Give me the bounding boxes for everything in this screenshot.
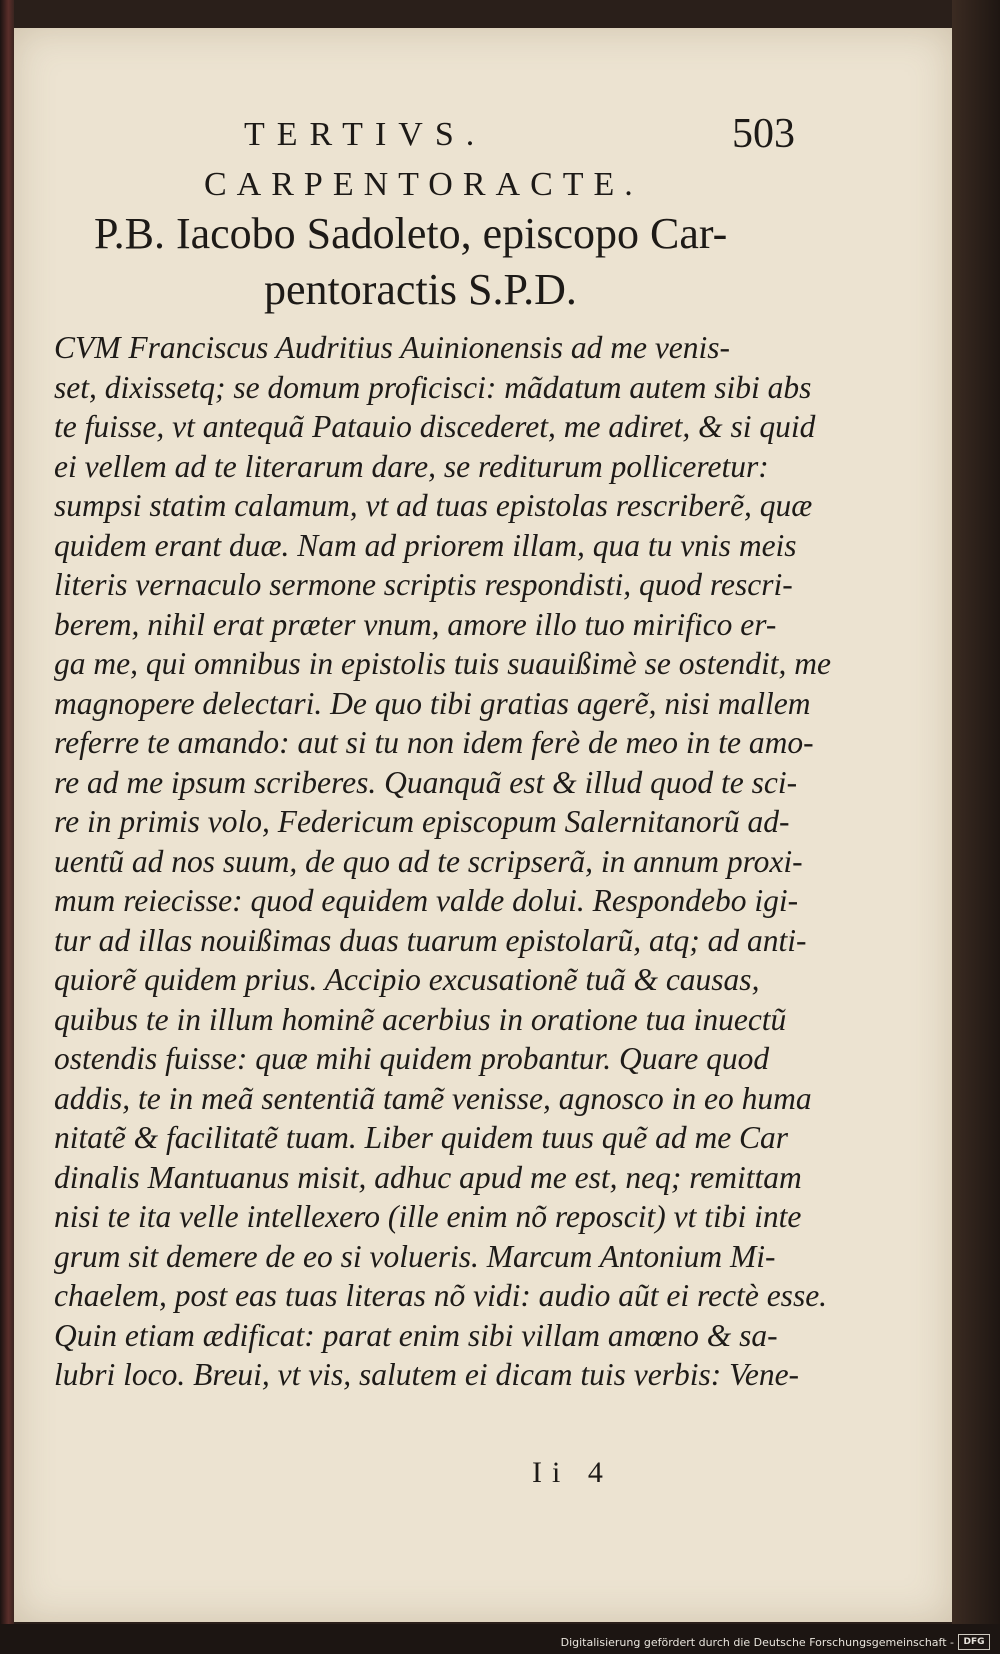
text-line: berem, nihil erat præter vnum, amore illo tuo mirifico er- (54, 606, 777, 642)
running-head: TERTIVS. (244, 116, 487, 153)
text-line: quibus te in illum hominẽ acerbius in oratione tua inuectũ (54, 1001, 787, 1037)
book-binding-edge (0, 0, 14, 1654)
text-line: dinalis Mantuanus misit, adhuc apud me est, neq; remittam (54, 1159, 802, 1195)
letter-place-heading: CARPENTORACTE. (204, 166, 643, 203)
text-line: quidem erant duæ. Nam ad priorem illam, qua tu vnis meis (54, 527, 797, 563)
page-number: 503 (732, 111, 795, 157)
text-line: ei vellem ad te literarum dare, se rediturum polliceretur: (54, 448, 769, 484)
book-page (14, 28, 952, 1622)
text-line: grum sit demere de eo si volueris. Marcum Antonium Mi- (54, 1238, 776, 1274)
text-line: nisi te ita velle intellexero (ille enim nõ reposcit) vt tibi inte (54, 1199, 802, 1234)
dfg-logo: DFG (958, 1634, 990, 1650)
text-line: literis vernaculo sermone scriptis respondisti, quod rescri- (54, 567, 793, 602)
address-line: P.B. Iacobo Sadoleto, episcopo Car- (94, 209, 728, 258)
scan-background (952, 0, 1000, 1654)
page-header (14, 88, 952, 158)
text-line: referre te amando: aut si tu non idem ferè de meo in te amo- (54, 725, 814, 760)
text-line: te fuisse, vt antequã Patauio discederet, me adiret, & si quid (54, 409, 816, 444)
text-line: addis, te in meã sententiã tamẽ venisse, agnosco in eo huma (54, 1080, 812, 1116)
text-line: quiorẽ quidem prius. Accipio excusationẽ tuã & causas, (54, 962, 760, 997)
address-line: pentoractis S.P.D. (264, 265, 577, 314)
letter-body (54, 328, 874, 1395)
text-line: tur ad illas nouißimas duas tuarum epistolarũ, atq; ad anti- (54, 922, 807, 958)
text-line: CVM Franciscus Audritius Auinionensis ad me venis- (54, 330, 731, 365)
text-line: set, dixissetq; se domum proficisci: mãdatum autem sibi abs (54, 369, 812, 405)
text-line: magnopere delectari. De quo tibi gratias agerẽ, nisi mallem (54, 685, 811, 721)
text-line: ga me, qui omnibus in epistolis tuis suauißimè se ostendit, me (54, 646, 831, 681)
letter-address (94, 206, 874, 318)
text-line: re ad me ipsum scriberes. Quanquã est & illud quod te sci- (54, 764, 798, 800)
text-line: lubri loco. Breui, vt vis, salutem ei dicam tuis verbis: Vene- (54, 1357, 800, 1392)
printer-signature-mark: Ii 4 (532, 1456, 613, 1489)
funding-credit: Digitalisierung gefördert durch die Deutsche Forschungsgemeinschaft - (560, 1636, 954, 1649)
text-line: mum reiecisse: quod equidem valde dolui. Respondebo igi- (54, 883, 799, 918)
text-line: nitatẽ & facilitatẽ tuam. Liber quidem tuus quẽ ad me Car (54, 1120, 789, 1155)
text-line: sumpsi statim calamum, vt ad tuas epistolas rescriberẽ, quæ (54, 488, 813, 523)
text-line: re in primis volo, Federicum episcopum Salernitanorũ ad- (54, 804, 790, 839)
text-line: uentũ ad nos suum, de quo ad te scripserã, in annum proxi- (54, 843, 803, 879)
text-line: Quin etiam ædificat: parat enim sibi villam amœno & sa- (54, 1317, 778, 1353)
text-line: chaelem, post eas tuas literas nõ vidi: audio aũt ei rectè esse. (54, 1278, 828, 1313)
text-line: ostendis fuisse: quæ mihi quidem probantur. Quare quod (54, 1041, 770, 1076)
